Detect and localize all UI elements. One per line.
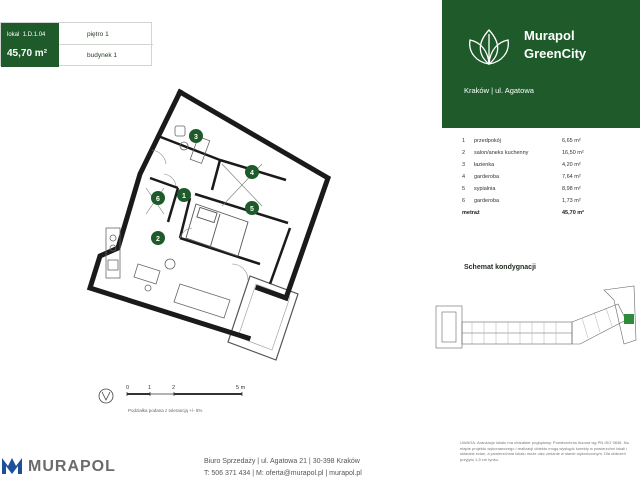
footer-company: MURAPOL xyxy=(28,458,116,475)
room-name: salon/aneks kuchenny xyxy=(474,150,529,156)
brand-name-line1: Murapol xyxy=(524,28,575,43)
room-marker xyxy=(151,231,165,245)
unit-id-panel xyxy=(1,23,59,67)
svg-text:2: 2 xyxy=(156,236,160,243)
room-name: garderoba xyxy=(474,174,500,180)
room-row xyxy=(462,150,622,162)
room-name: sypialnia xyxy=(474,186,496,192)
disclaimer-note: UWAGA: Aranżacja lokalu ma charakter poglądowy. Powierzchnia liczona wg PN-ISO 9836. Na etapie projektu wykonawczego i realizacji obiektu mogą wystąpić korekty w powierzchni lokali i układzie ścian, a powierzchnia lokalu może ulec zmianie w stanie wykończonym. Dla obliczeń przyjęto 1,5 cm tynku. xyxy=(460,440,629,462)
floor-schema xyxy=(428,284,640,364)
total-row xyxy=(462,210,622,222)
brand-address: Kraków | ul. Agatowa xyxy=(464,86,534,95)
unit-floor: piętro 1 xyxy=(87,31,109,38)
room-marker xyxy=(189,129,203,143)
room-marker xyxy=(151,191,165,205)
svg-text:1: 1 xyxy=(182,193,186,200)
svg-text:6: 6 xyxy=(156,196,160,203)
room-num: 4 xyxy=(462,174,466,180)
footer-address: Biuro Sprzedaży | ul. Agatowa 21 | 30-398 Kraków xyxy=(204,458,360,465)
room-area: 6,65 m² xyxy=(562,138,581,144)
rooms-table xyxy=(462,138,622,222)
scale-bar xyxy=(96,382,276,406)
room-area: 16,50 m² xyxy=(562,150,584,156)
floor-plan xyxy=(80,88,340,378)
room-area: 7,64 m² xyxy=(562,174,581,180)
interior-walls xyxy=(150,136,290,284)
room-markers xyxy=(151,129,259,245)
room-row xyxy=(462,174,622,186)
svg-text:4: 4 xyxy=(250,170,254,177)
leaf-logo-icon xyxy=(464,20,514,70)
room-area: 8,98 m² xyxy=(562,186,581,192)
room-row xyxy=(462,162,622,174)
unit-area: 45,70 m² xyxy=(7,48,48,59)
svg-text:3: 3 xyxy=(194,134,198,141)
room-num: 6 xyxy=(462,198,466,204)
room-num: 5 xyxy=(462,186,466,192)
room-marker xyxy=(245,201,259,215)
scale-label: 5 m xyxy=(236,385,246,391)
room-row xyxy=(462,186,622,198)
brand-name-line2: GreenCity xyxy=(524,46,587,61)
room-num: 2 xyxy=(462,150,466,156)
room-marker xyxy=(177,188,191,202)
room-name: łazienka xyxy=(474,162,495,168)
scale-label: 2 xyxy=(172,385,176,391)
room-area: 4,20 m² xyxy=(562,162,581,168)
total-label: metraż xyxy=(462,210,480,216)
scale-label: 1 xyxy=(148,385,152,391)
room-row xyxy=(462,198,622,210)
room-area: 1,73 m² xyxy=(562,198,581,204)
tolerance-note: Podziałka podana z tolerancją +/- 5% xyxy=(128,408,203,413)
brand-panel xyxy=(442,0,640,128)
room-row xyxy=(462,138,622,150)
murapol-logo-icon xyxy=(0,454,24,476)
living-furniture xyxy=(134,259,230,318)
info-divider xyxy=(59,44,153,45)
unit-lokal-label: lokal 1.D.1.04 xyxy=(7,32,46,38)
bed xyxy=(186,204,248,256)
total-area: 45,70 m² xyxy=(562,210,585,216)
unit-info-box xyxy=(0,22,152,66)
room-marker xyxy=(245,165,259,179)
unit-building: budynek 1 xyxy=(87,52,117,59)
room-name: przedpokój xyxy=(474,138,501,144)
unit-highlight xyxy=(624,314,634,324)
footer-contact: T: 506 371 434 | M: oferta@murapol.pl | murapol.pl xyxy=(204,470,362,477)
scale-label: 0 xyxy=(126,385,130,391)
room-num: 1 xyxy=(462,138,466,144)
floor-schema-title: Schemat kondygnacji xyxy=(464,264,536,271)
svg-text:5: 5 xyxy=(250,206,254,213)
north-arrow-icon xyxy=(99,389,113,403)
room-num: 3 xyxy=(462,162,466,168)
room-name: garderoba xyxy=(474,198,500,204)
